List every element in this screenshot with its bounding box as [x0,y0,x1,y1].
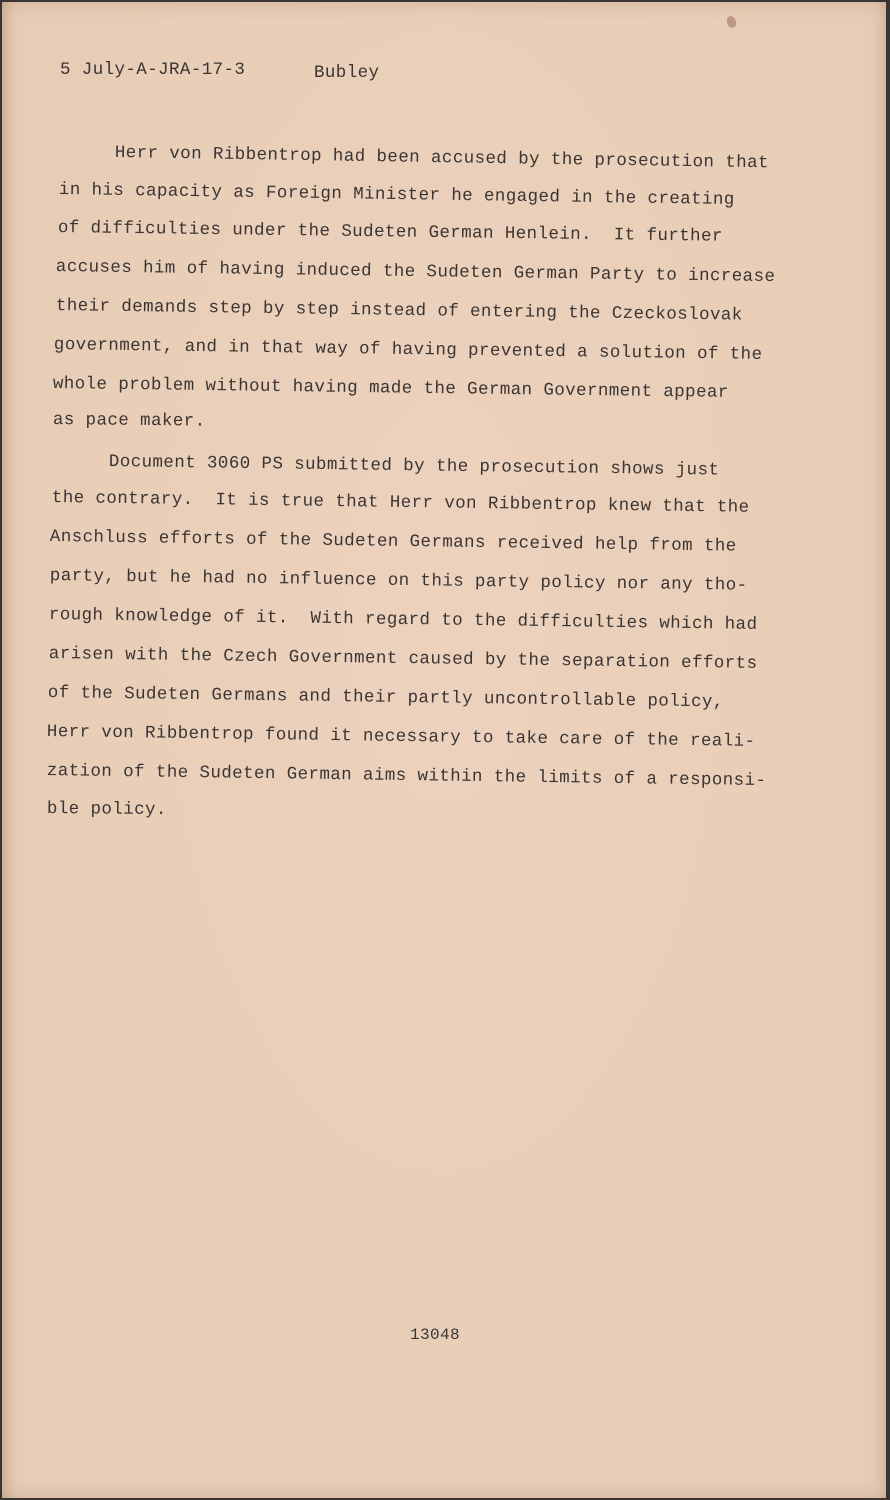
page-number: 13048 [410,1326,461,1344]
body-line: whole problem without having made the German Government appear [52,374,729,403]
document-page [2,2,886,1498]
body-line: ble policy. [46,799,167,821]
body-line: of the Sudeten Germans and their partly uncontrollable policy, [47,683,724,713]
body-line: Document 3060 PS submitted by the prosecution shows just [108,452,720,481]
body-line: their demands step by step instead of entering the Czeckoslovak [55,296,743,326]
body-line: as pace maker. [52,410,206,432]
body-line: rough knowledge of it. With regard to the difficulties which had [48,605,758,635]
body-line: of difficulties under the Sudeten German Henlein. It further [57,218,723,247]
body-line: accuses him of having induced the Sudeten German Party to increase [55,257,776,288]
header-reference: 5 July-A-JRA-17-3 [60,60,246,80]
body-line: zation of the Sudeten German aims within the limits of a responsi- [46,761,767,792]
body-line: government, and in that way of having prevented a solution of the [53,335,763,365]
body-line: arisen with the Czech Government caused by the separation efforts [48,644,758,674]
body-line: party, but he had no influence on this party policy nor any tho- [49,566,748,596]
body-line: Herr von Ribbentrop had been accused by the prosecution that [114,143,770,174]
body-line: the contrary. It is true that Herr von Ribbentrop knew that the [51,488,750,518]
body-line: in his capacity as Foreign Minister he engaged in the creating [58,180,735,211]
header-reporter: Bubley [314,63,380,83]
body-line: Herr von Ribbentrop found it necessary to take care of the reali- [46,722,756,752]
ink-spot [725,15,738,29]
body-line: Anschluss efforts of the Sudeten Germans received help from the [49,527,737,557]
